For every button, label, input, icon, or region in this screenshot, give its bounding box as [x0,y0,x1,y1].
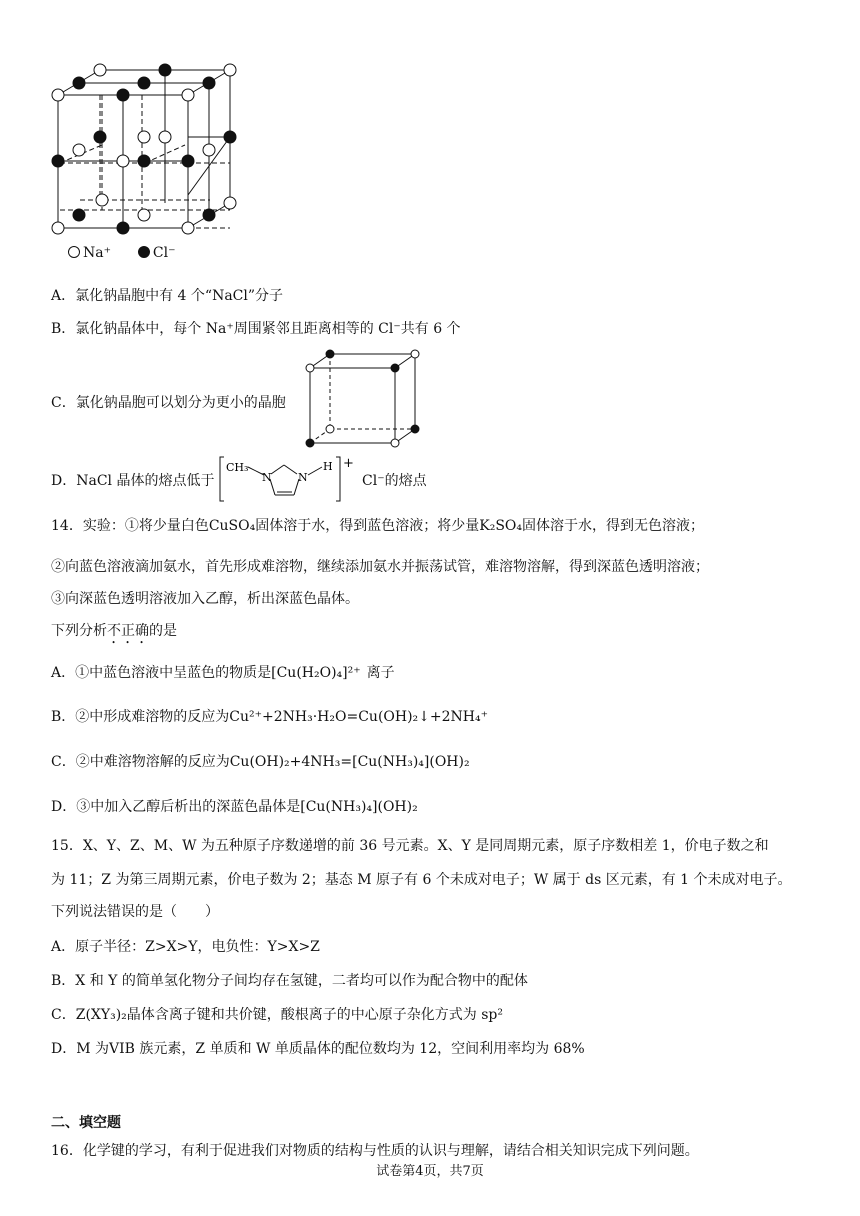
legend-na-label: Na⁺ [83,245,111,261]
na-ion [73,144,85,156]
h-label: H [323,460,333,473]
q13-option-a: A．氯化钠晶胞中有 4 个“NaCl”分子 [51,288,284,304]
q15-line-2: 为 11；Z 为第三周期元素，价电子数为 2；基态 M 原子有 6 个未成对电子；W 属于 ds 区元素，有 1 个未成对电子。 [51,872,792,888]
q14-step-3: ③向深蓝色透明溶液加入乙醇，析出深蓝色晶体。 [51,591,359,607]
q13-option-d-prefix: D．NaCl 晶体的熔点低于 [51,473,215,489]
q15-line-1: 15．X、Y、Z、M、W 为五种原子序数递增的前 36 号元素。X、Y 是同周期元素，原子序数相差 1，价电子数之和 [51,838,769,854]
q14-intro-a: 14．实验：①将少量白色 [51,518,209,534]
q14-option-b [51,707,488,727]
q14-ask-pre: 下列分析 [51,623,107,639]
cuso4-formula: CuSO₄ [208,518,256,534]
na-ion [182,222,194,234]
na-ion [182,89,194,101]
q14-question [51,621,177,647]
q14-c-formula: Cu(OH)₂+4NH₃=[Cu(NH₃)₄](OH)₂ [229,754,470,770]
q15-option-b: B．X 和 Y 的简单氢化物分子间均存在氢键，二者均可以作为配合物中的配体 [51,973,528,989]
q14-a-post: 离子 [366,665,395,681]
q14-c-text: C．②中难溶物溶解的反应为 [51,754,230,770]
cl-ion [203,209,215,221]
na-ion [52,222,64,234]
cl-ion [306,364,314,372]
q13-option-d-suffix: Cl⁻的熔点 [362,473,427,489]
cl-ion [182,155,194,167]
cl-ion [73,209,85,221]
imidazolium-structure [218,455,358,505]
q14-option-d [51,797,418,817]
q14-intro-b: 固体溶于水，得到蓝色溶液；将少量 [255,518,480,534]
q14-a-formula: [Cu(H₂O)₄]²⁺ [271,665,361,681]
cl-ion [391,364,399,372]
legend-cl-label: Cl⁻ [152,245,176,261]
cl-ion [203,77,215,89]
q14-intro-c: 固体溶于水，得到无色溶液； [522,518,705,534]
q14-d-text: D．③中加入乙醇后析出的深蓝色晶体是 [51,799,301,815]
cl-ion [391,439,399,447]
q15-option-a: A．原子半径：Z>X>Y，电负性：Y>X>Z [51,939,320,955]
na-ion [138,209,150,221]
page-footer: 试卷第4页，共7页 [376,1164,484,1179]
q15-line-3: 下列说法错误的是（ ） [51,904,219,920]
q13-option-b: B．氯化钠晶体中，每个 Na⁺周围紧邻且距离相等的 Cl⁻共有 6 个 [51,321,461,337]
na-ion [94,64,106,76]
cl-ion [117,89,129,101]
cl-ion [94,131,106,143]
q13-option-c: C．氯化钠晶胞可以划分为更小的晶胞 [51,395,286,411]
cl-ion [411,350,419,358]
na-legend-icon [68,246,80,258]
nacl-unit-cell-figure [40,55,250,245]
ch3-label: CH₃ [226,461,249,474]
q14-ask-post: 的是 [149,623,177,639]
q14-b-text: B．②中形成难溶物的反应为 [51,709,230,725]
na-ion [224,197,236,209]
cl-ion [52,155,64,167]
small-cube-figure [300,348,425,453]
k2so4-formula: K₂SO₄ [479,518,523,534]
na-ion [117,155,129,167]
q14-d-formula: [Cu(NH₃)₄](OH)₂ [300,799,418,815]
cl-ion [224,131,236,143]
q16-text: 16．化学键的学习，有利于促进我们对物质的结构与性质的认识与理解，请结合相关知识完成下列问题。 [51,1143,699,1159]
section-heading: 二、填空题 [51,1115,121,1131]
cl-ion [117,222,129,234]
na-ion [159,131,171,143]
na-ion [96,194,108,206]
cl-ion [326,350,334,358]
cl-ion [138,77,150,89]
na-ion [52,89,64,101]
q14-intro [51,516,704,536]
cl-legend-icon [138,246,150,258]
na-ion [203,144,215,156]
cl-ion [138,155,150,167]
na-ion [224,64,236,76]
q14-step-2: ②向蓝色溶液滴加氨水，首先形成难溶物，继续添加氨水并振荡试管，难溶物溶解，得到深蓝色透明溶液； [51,559,709,575]
figure-legend [68,243,176,263]
cl-ion [73,77,85,89]
q14-b-formula: Cu²⁺+2NH₃·H₂O=Cu(OH)₂↓+2NH₄⁺ [229,709,488,725]
cl-ion [159,64,171,76]
cl-ion [306,439,314,447]
n-left-label: N [262,471,272,484]
q15-option-c: C．Z(XY₃)₂晶体含离子键和共价键，酸根离子的中心原子杂化方式为 sp² [51,1007,504,1023]
q14-option-c [51,752,470,772]
q14-a-text: A．①中蓝色溶液中呈蓝色的物质是 [51,665,272,681]
q15-option-d: D．M 为VIB 族元素，Z 单质和 W 单质晶体的配位数均为 12，空间利用率均为 68% [51,1041,585,1057]
q14-ask-emphasis: 不正确 [107,623,149,639]
plus-charge: + [343,456,354,471]
na-ion [138,131,150,143]
q14-option-a [51,663,395,683]
cl-ion [411,425,419,433]
cl-ion [326,425,334,433]
n-right-label: N [298,471,308,484]
